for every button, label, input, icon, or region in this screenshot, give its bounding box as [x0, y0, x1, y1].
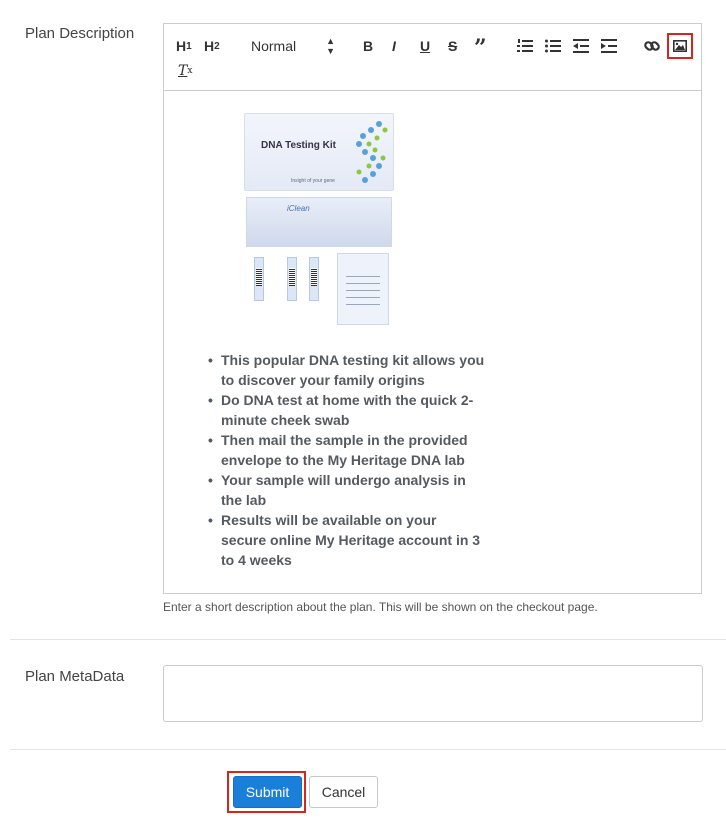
indent-button[interactable]: [600, 36, 618, 56]
editor-toolbar: [164, 24, 701, 91]
plan-description-label: Plan Description: [25, 25, 135, 42]
description-bullet-list: [205, 350, 485, 570]
underline-button[interactable]: U: [420, 38, 431, 54]
heading-2-label: H: [204, 38, 215, 54]
list-item: • Results will be available on your secure online My Heritage account in 3 to 4 weeks: [205, 510, 485, 570]
envelope-lines: [346, 276, 380, 306]
return-envelope: [337, 253, 389, 325]
font-size-value: Normal: [251, 38, 297, 54]
heading-2-button[interactable]: [204, 36, 220, 56]
list-item: • This popular DNA testing kit allows you to discover your family origins: [205, 350, 485, 390]
swab-pack: [246, 197, 392, 247]
sample-tube: [309, 257, 319, 301]
rich-text-editor: [163, 23, 702, 594]
link-button[interactable]: [643, 36, 661, 56]
ordered-list-button[interactable]: [516, 36, 534, 56]
bold-button[interactable]: B: [363, 38, 374, 54]
section-divider: [10, 749, 726, 750]
sample-tube: [254, 257, 264, 301]
image-icon: [673, 40, 687, 52]
kit-subtitle: Insight of your gene: [291, 178, 335, 184]
sample-tube: [287, 257, 297, 301]
description-help-text: Enter a short description about the plan. This will be shown on the checkout page.: [163, 600, 598, 614]
italic-button[interactable]: I: [392, 38, 396, 54]
heading-2-sub: 2: [214, 40, 220, 52]
swab-brand: iClean: [287, 204, 310, 213]
blockquote-button[interactable]: ”: [474, 35, 487, 61]
plan-metadata-input[interactable]: [163, 665, 703, 722]
clear-format-button[interactable]: [178, 61, 192, 81]
outdent-icon: [573, 39, 589, 53]
clear-format-x-icon: x: [187, 66, 193, 76]
heading-1-label: H: [176, 38, 187, 54]
editor-content[interactable]: [164, 91, 701, 593]
insert-image-button[interactable]: [670, 36, 690, 56]
heading-1-button[interactable]: [176, 36, 192, 56]
heading-1-sub: 1: [186, 40, 192, 52]
submit-button[interactable]: Submit: [233, 776, 302, 808]
cancel-button[interactable]: Cancel: [309, 776, 378, 808]
outdent-button[interactable]: [572, 36, 590, 56]
bullet-list-button[interactable]: [544, 36, 562, 56]
font-size-select[interactable]: [251, 36, 335, 56]
indent-icon: [601, 39, 617, 53]
list-item: • Do DNA test at home with the quick 2-minute cheek swab: [205, 390, 485, 430]
link-icon: [644, 38, 660, 54]
plan-metadata-label: Plan MetaData: [25, 668, 125, 685]
list-item: • Your sample will undergo analysis in the lab: [205, 470, 485, 510]
dna-kit-image: [244, 113, 394, 325]
kit-title: DNA Testing Kit: [261, 140, 336, 151]
dna-helix-icon: [349, 118, 389, 186]
section-divider: [10, 639, 726, 640]
strike-button[interactable]: S: [448, 38, 458, 54]
clear-format-label: T: [178, 63, 188, 79]
list-item: • Then mail the sample in the provided envelope to the My Heritage DNA lab: [205, 430, 485, 470]
select-caret-icon: ▲ ▼: [326, 36, 336, 56]
ordered-list-icon: [517, 39, 533, 53]
kit-box: [244, 113, 394, 191]
bullet-list-icon: [545, 39, 561, 53]
